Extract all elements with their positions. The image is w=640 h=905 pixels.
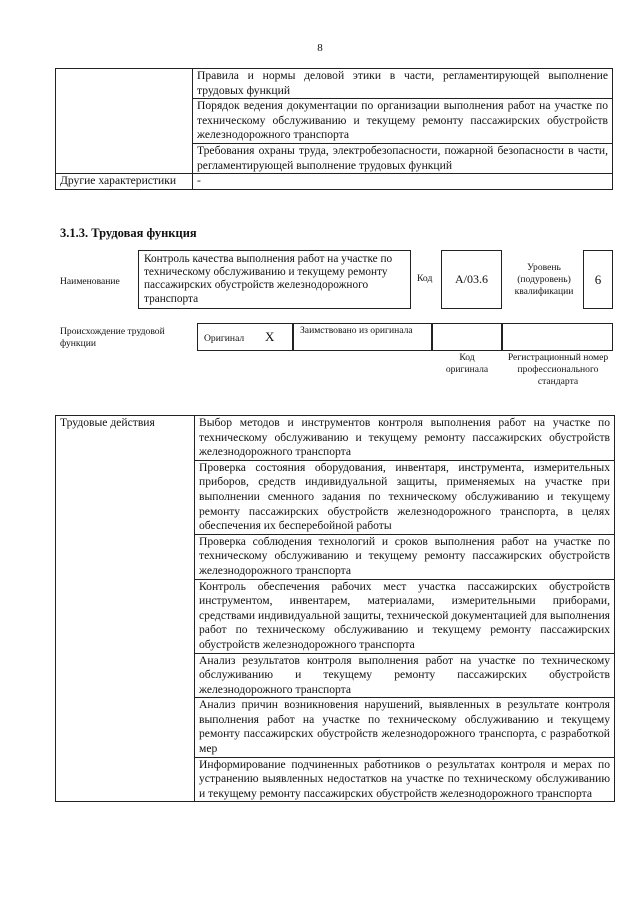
table-cell-item: Правила и нормы деловой этики в части, регламентирующей выполнение трудовых функций — [193, 69, 613, 99]
reg-number-cell — [502, 323, 613, 351]
code-label: Код — [417, 273, 433, 284]
original-label: Оригинал — [204, 333, 245, 344]
original-mark: X — [265, 329, 275, 344]
table-cell-item: Анализ причин возникновения нарушений, выявленных в результате контроля выполнения работ на участке по техническому обслуживанию и текущему ремонту пассажирских обустройств железнодорожного транспорта, с разработкой мер — [195, 698, 615, 757]
code-original-cell — [432, 323, 502, 351]
table-cell-item: Выбор методов и инструментов контроля выполнения работ на участке по техническому обслуживанию и текущему ремонту пассажирских обустройств железнодорожного транспорта — [195, 416, 615, 461]
function-code-value: A/03.6 — [441, 250, 502, 309]
table-row — [56, 69, 613, 99]
table-row — [56, 174, 613, 190]
table-cell-item: Порядок ведения документации по организации выполнения работ на участке по техническому обслуживанию и текущему ремонту пассажирских обустройств железнодорожного транспорта — [193, 99, 613, 144]
table-cell-item: Требования охраны труда, электробезопасности, пожарной безопасности в части, регламентирующей выполнение трудовых функций — [193, 143, 613, 173]
table-cell-label: Другие характеристики — [56, 174, 193, 190]
table-cell-item: Проверка соблюдения технологий и сроков выполнения работ на участке по техническому обслуживанию и текущему ремонту пассажирских обустройств железнодорожного транспорта — [195, 534, 615, 579]
knowledge-table-continued — [55, 68, 613, 190]
function-name-value: Контроль качества выполнения работ на участке по техническому обслуживанию и текущему ремонту пассажирских обустройств железнодорожного транспорта — [138, 250, 411, 309]
name-label: Наименование — [60, 276, 120, 287]
table-cell-label — [56, 69, 193, 174]
table-cell-item: Информирование подчиненных работников о результатах контроля и мерах по устранению выявленных недостатков на участке по техническому обслуживанию и текущему ремонту пассажирских обустройств железнодорожного транспорта — [195, 757, 615, 802]
table-cell-item: Проверка состояния оборудования, инвентаря, инструмента, измерительных приборов, средств индивидуальной защиты, применяемых на участке при выполнении сменного задания по техническому обслуживанию и текущему ремонту пассажирских обустройств железнодорожного транспорта, в целях обеспечения их бесперебойной работы — [195, 460, 615, 534]
table-row — [56, 416, 615, 461]
origin-label: Происхождение трудовой функции — [60, 326, 165, 349]
table-cell-item: - — [193, 174, 613, 190]
qualification-level-value: 6 — [583, 250, 613, 309]
reg-number-label: Регистрационный номер профессионального стандарта — [507, 352, 609, 387]
table-cell-label: Трудовые действия — [56, 416, 195, 802]
section-heading: 3.1.3. Трудовая функция — [60, 226, 197, 240]
table-cell-item: Контроль обеспечения рабочих мест участка пассажирских обустройств инструментом, инвентарем, материалами, измерительными приборами, средствами индивидуальной защиты, технической документацией для выполнения работ по техническому обслуживанию и текущему ремонту пассажирских обустройств железнодорожного транспорта — [195, 579, 615, 653]
labor-actions-table — [55, 415, 615, 802]
qualification-level-label: Уровень (подуровень) квалификации — [514, 262, 574, 297]
table-cell-item: Анализ результатов контроля выполнения работ на участке по техническому обслуживанию и текущему ремонту пассажирских обустройств железнодорожного транспорта — [195, 653, 615, 698]
code-original-label: Код оригинала — [445, 352, 489, 375]
page-number: 8 — [317, 42, 323, 54]
borrowed-label: Заимствовано из оригинала — [300, 325, 413, 336]
